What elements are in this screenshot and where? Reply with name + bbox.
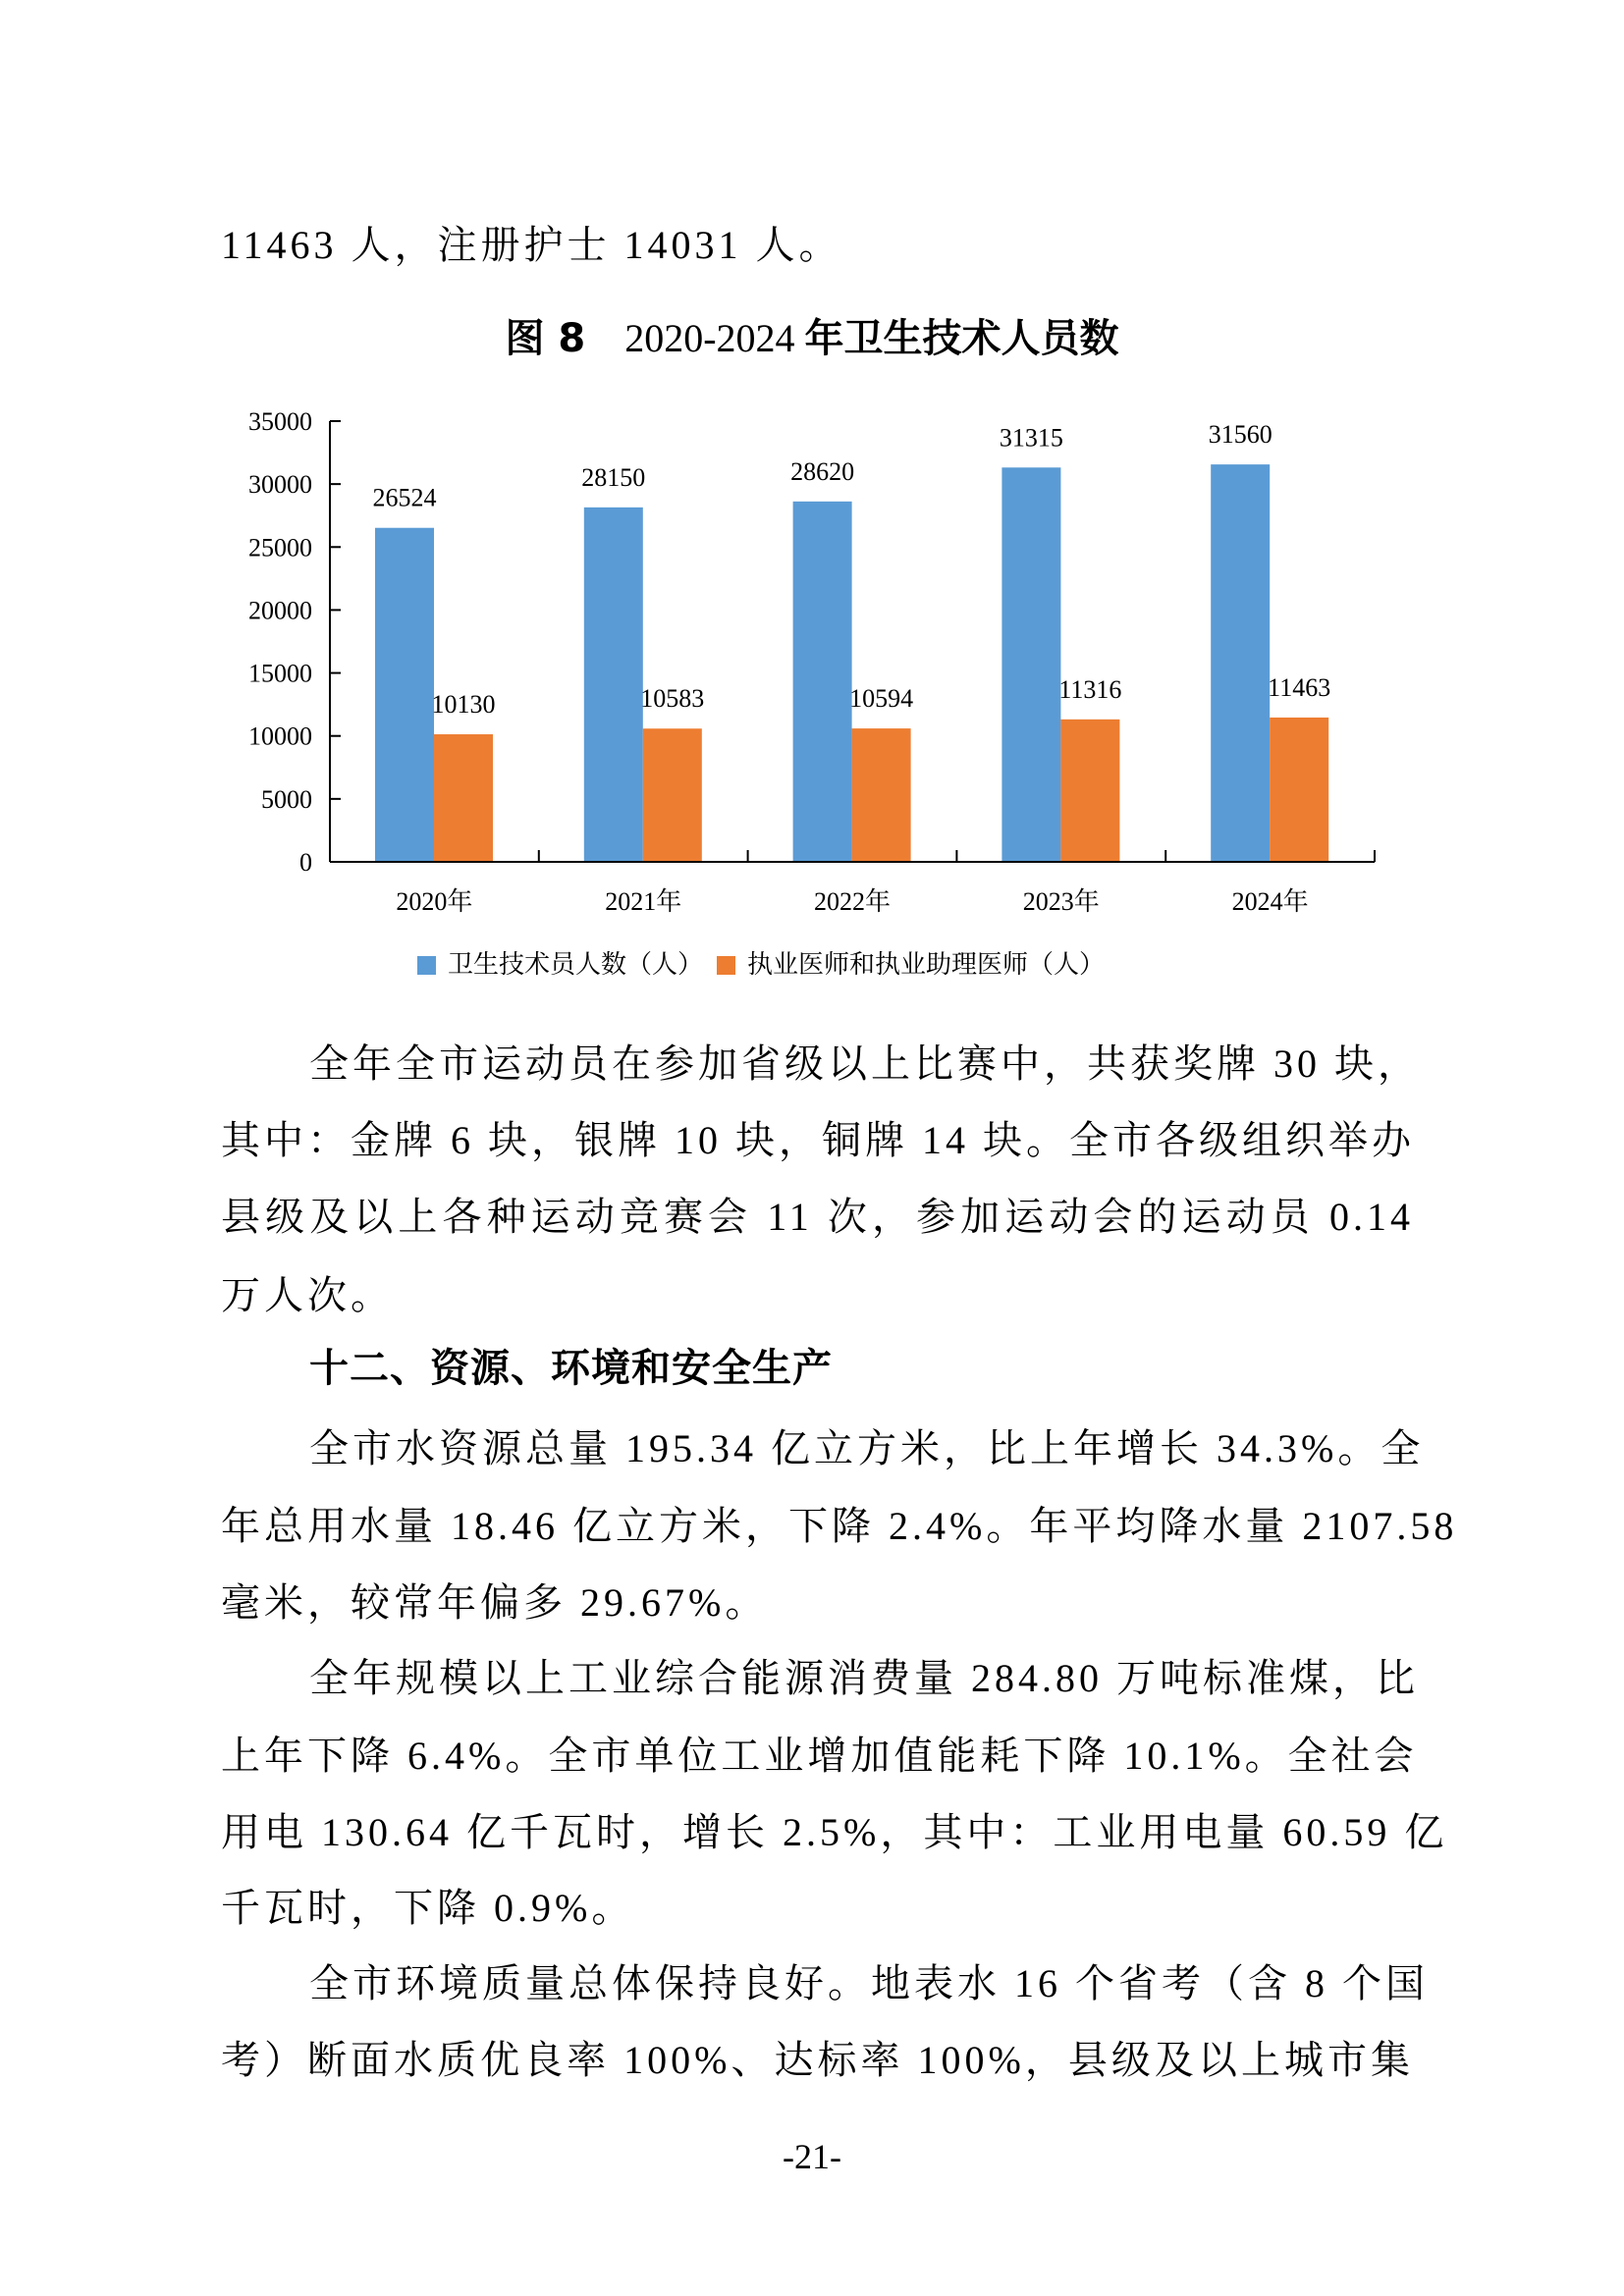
x-tick-label: 2020年 <box>396 887 473 916</box>
y-tick-label: 25000 <box>248 533 312 562</box>
x-tick-label: 2022年 <box>813 887 892 916</box>
bar-doctors <box>1060 720 1119 862</box>
legend-swatch-blue <box>417 956 436 975</box>
bar-doctors <box>1270 718 1328 862</box>
paragraph-line: 年总用水量 18.46 亿立方米，下降 2.4%。年平均降水量 2107.58 <box>221 1504 1458 1548</box>
legend-item-doctors <box>717 948 1105 982</box>
y-tick-label: 0 <box>299 848 312 877</box>
paragraph-line: 全市水资源总量 195.34 亿立方米，比上年增长 34.3%。全 <box>309 1426 1425 1470</box>
legend-label: 卫生技术员人数（人） <box>448 950 704 979</box>
bar-chart <box>0 0 1624 982</box>
x-tick-label: 2023年 <box>1022 887 1100 916</box>
bar-staff <box>375 528 434 862</box>
y-tick-label: 15000 <box>248 659 312 688</box>
figure-title-text: 年卫生技术人员数 <box>804 316 1119 361</box>
data-label: 31560 <box>1208 420 1272 450</box>
bar-doctors <box>643 728 702 862</box>
data-label: 28150 <box>581 462 646 492</box>
y-tick-label: 20000 <box>248 596 312 625</box>
bar-staff <box>1211 464 1270 862</box>
text-line: 11463 人，注册护士 14031 人。 <box>221 223 842 267</box>
data-label: 10130 <box>431 690 496 720</box>
paragraph-line: 其中：金牌 6 块，银牌 10 块，铜牌 14 块。全市各级组织举办 <box>221 1118 1415 1162</box>
figure-years: 2020-2024 <box>624 316 795 360</box>
legend-label: 执业医师和执业助理医师（人） <box>747 950 1106 979</box>
x-tick-label: 2021年 <box>605 887 682 916</box>
paragraph-line: 上年下降 6.4%。全市单位工业增加值能耗下降 10.1%。全社会 <box>221 1734 1418 1778</box>
legend-swatch-orange <box>717 956 735 975</box>
x-tick-label: 2024年 <box>1231 887 1309 916</box>
data-label: 26524 <box>372 483 437 512</box>
legend-item-staff <box>417 948 703 982</box>
y-tick-label: 30000 <box>248 470 312 500</box>
bar-doctors <box>852 728 911 862</box>
paragraph-line: 万人次。 <box>221 1273 394 1317</box>
paragraph-line: 用电 130.64 亿千瓦时，增长 2.5%，其中：工业用电量 60.59 亿 <box>221 1810 1448 1854</box>
paragraph-line: 县级及以上各种运动竞赛会 11 次，参加运动会的运动员 0.14 <box>221 1195 1414 1239</box>
data-label: 10583 <box>640 684 705 714</box>
bar-staff <box>584 507 643 862</box>
y-tick-label: 10000 <box>248 721 312 751</box>
paragraph-line: 全年全市运动员在参加省级以上比赛中，共获奖牌 30 块， <box>309 1041 1421 1086</box>
y-tick-label: 35000 <box>248 407 312 436</box>
paragraph-line: 全年规模以上工业综合能源消费量 284.80 万吨标准煤，比 <box>309 1656 1419 1700</box>
page-number: -21- <box>783 2137 841 2176</box>
paragraph-line: 考）断面水质优良率 100%、达标率 100%，县级及以上城市集 <box>221 2038 1414 2082</box>
data-label: 31315 <box>999 423 1063 453</box>
y-tick-label: 5000 <box>261 784 312 814</box>
data-label: 28620 <box>790 456 855 486</box>
data-label: 10594 <box>849 684 914 714</box>
data-label: 11463 <box>1268 672 1331 702</box>
chart-legend <box>417 948 1118 982</box>
paragraph-line: 千瓦时，下降 0.9%。 <box>221 1886 635 1930</box>
paragraph-line: 全市环境质量总体保持良好。地表水 16 个省考（含 8 个国 <box>309 1961 1429 2005</box>
figure-label: 图 8 <box>505 316 586 361</box>
section-heading: 十二、资源、环境和安全生产 <box>309 1346 833 1391</box>
paragraph-line: 毫米，较常年偏多 29.67%。 <box>221 1580 769 1625</box>
bar-staff <box>793 502 852 862</box>
bar-staff <box>1001 467 1060 862</box>
bar-doctors <box>434 734 493 862</box>
data-label: 11316 <box>1058 674 1122 704</box>
